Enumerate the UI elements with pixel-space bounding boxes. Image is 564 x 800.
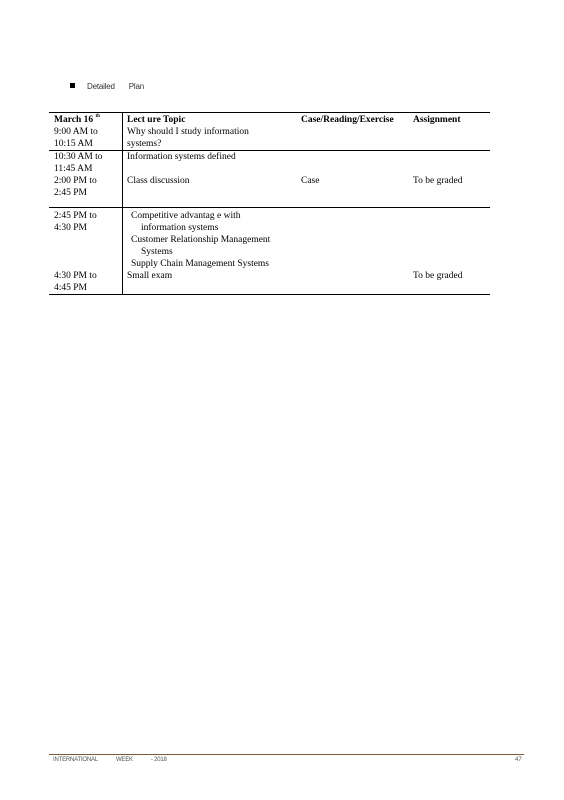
- case-cell: [301, 270, 413, 295]
- page-number: 47: [515, 757, 522, 763]
- spacer-cell: [301, 199, 413, 208]
- topic-line: Class discussion: [127, 176, 190, 186]
- spacer-cell: [49, 199, 123, 208]
- case-cell: [301, 126, 413, 151]
- time-cell: [49, 151, 123, 176]
- topic-cell: [123, 126, 302, 151]
- case-cell: [301, 151, 413, 176]
- topic-cell: [123, 270, 302, 295]
- time-cell: [49, 126, 123, 151]
- assignment-cell: To be graded: [413, 270, 490, 295]
- header-case: Case/Reading/Exercise: [301, 113, 413, 127]
- topic-line: Small exam: [127, 271, 173, 281]
- topic-cell: [123, 151, 302, 176]
- table-row: [49, 270, 490, 295]
- assignment-cell: [413, 208, 490, 271]
- footer-text: [53, 757, 185, 763]
- spacer-row: [49, 199, 490, 208]
- table-header-row: [49, 113, 490, 127]
- date-text: March 16: [54, 115, 94, 125]
- spacer-cell: [413, 199, 490, 208]
- topic-cell: [123, 208, 302, 271]
- date-superscript: th: [95, 114, 100, 119]
- topic-line: systems?: [127, 139, 162, 149]
- heading-word-plan: Plan: [128, 82, 144, 91]
- topic-line: Why should I study information: [127, 127, 249, 137]
- table-row: [49, 151, 490, 176]
- topic-line: Supply Chain Management Systems: [131, 259, 270, 269]
- topic-line: Information systems defined: [127, 152, 236, 162]
- date-cell: [49, 113, 123, 127]
- time-cell: [49, 270, 123, 295]
- heading-word-detailed: Detailed: [87, 82, 115, 91]
- assignment-cell: [413, 126, 490, 151]
- case-cell: [301, 208, 413, 271]
- footer-event-word: WEEK: [115, 757, 133, 763]
- footer-event-name: INTERNATIONAL: [53, 757, 98, 763]
- time-end: 4:30 PM: [54, 223, 87, 233]
- topic-line: Customer Relationship Management: [131, 235, 271, 245]
- time-start: 2:45 PM to: [54, 211, 97, 221]
- table-row: [49, 126, 490, 151]
- bullet-square-icon: [70, 83, 75, 88]
- schedule-table: [49, 112, 490, 295]
- header-topic: Lect ure Topic: [123, 113, 302, 127]
- time-cell: [49, 175, 123, 199]
- section-heading: [70, 82, 144, 91]
- header-assignment: Assignment: [413, 113, 490, 127]
- time-end: 11:45 AM: [54, 164, 93, 174]
- time-start: 2:00 PM to: [54, 176, 97, 186]
- time-start: 4:30 PM to: [54, 271, 97, 281]
- spacer-cell: [123, 199, 302, 208]
- time-cell: [49, 208, 123, 271]
- table-row: [49, 208, 490, 271]
- time-start: 10:30 AM to: [54, 152, 103, 162]
- topic-line: Systems: [141, 247, 173, 257]
- time-start: 9:00 AM to: [54, 127, 98, 137]
- time-end: 2:45 PM: [54, 188, 87, 198]
- topic-cell: [123, 175, 302, 199]
- time-end: 4:45 PM: [54, 283, 87, 293]
- case-cell: Case: [301, 176, 320, 186]
- time-end: 10:15 AM: [54, 139, 93, 149]
- topic-line: information systems: [141, 223, 219, 233]
- table-row: [49, 175, 490, 199]
- footer-divider: [49, 754, 524, 755]
- footer-year: - 2018: [150, 757, 167, 763]
- assignment-cell: [413, 151, 490, 176]
- assignment-cell: To be graded: [413, 176, 463, 186]
- topic-line: Competitive advantag e with: [131, 211, 241, 221]
